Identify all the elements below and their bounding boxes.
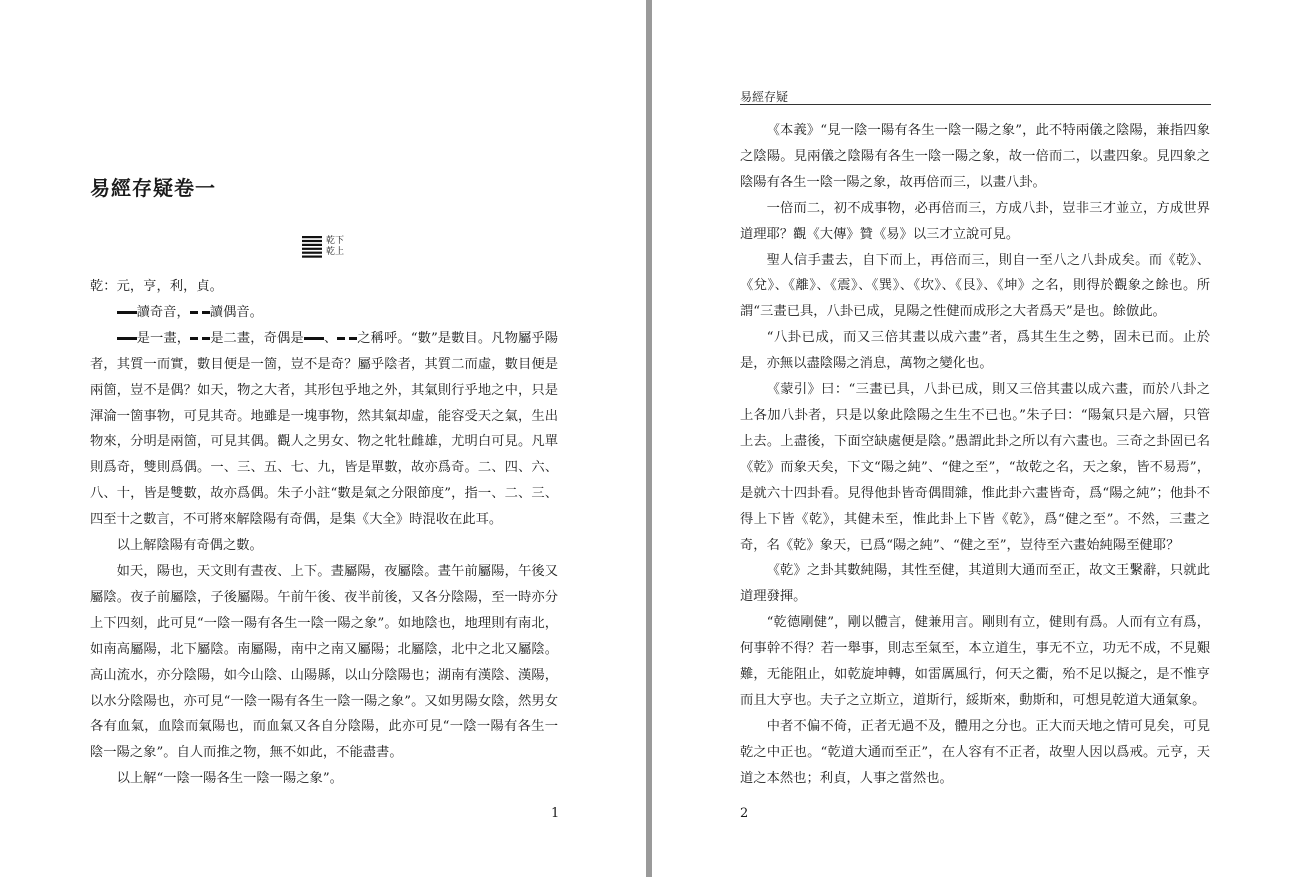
paragraph: 聖人信手畫去，自下而上，再倍而三，則自一至八之八卦成矣。而《乾》、《兌》、《離》、《震》、《巽》、《坎》、《艮》、《坤》之名，則得於觀象之餘也。所謂“三畫已具，八卦已成，見陽之性健而成形之大者爲天”是也。餘倣此。	[740, 252, 1210, 320]
left-body-text	[90, 274, 558, 792]
yin-line-icon	[190, 311, 210, 314]
yang-line-icon	[304, 337, 324, 340]
header-rule	[740, 104, 1211, 105]
page-number: 1	[551, 806, 560, 821]
paragraph: 《蒙引》曰：“三畫已具，八卦已成，則又三倍其畫以成六畫，而於八卦之上各加八卦者，只是以象此陰陽之生生不已也。”朱子曰：“陽氣只是六層，只管上去。上盡後，下面空缺處便是陰。”愚謂此卦之所以有六畫也。三奇之卦固已名《乾》而象天矣，下文“陽之純”、“健之至”，“故乾之名，天之象，皆不易焉”，是就六十四卦看。見得他卦皆奇偶間雜，惟此卦六畫皆奇，爲“陽之純”；他卦不得上下皆《乾》，其健未至，惟此卦上下皆《乾》，爲“健之至”。不然，三畫之奇，名《乾》象天，已爲“陽之純”、“健之至”，豈待至六畫始純陽至健耶？	[740, 382, 1210, 553]
paragraph: 以上解“一陰一陽各生一陰一陽之象”。	[116, 771, 343, 787]
paragraph: 中者不偏不倚，正者无過不及，體用之分也。正大而天地之情可見矣，可見乾之中正也。“乾道大通而至正”，在人容有不正者，故聖人因以爲戒。元亨，天道之本然也；利貞，人事之當然也。	[740, 718, 1210, 786]
yin-line-icon	[337, 337, 357, 340]
hexagram-label-lower: 乾下	[326, 236, 345, 246]
page-number: 2	[740, 806, 749, 821]
right-body-text	[740, 118, 1210, 792]
left-page	[0, 0, 646, 877]
paragraph: “八卦已成，而又三倍其畫以成六畫”者，爲其生生之勢，固未已而。止於是，亦無以盡陰陽之消息，萬物之變化也。	[740, 330, 1210, 372]
qian-hexagram-icon	[302, 236, 322, 258]
yin-line-icon	[190, 337, 210, 340]
paragraph: 《乾》之卦其數純陽，其性至健，其道則大通而至正，故文王繫辭，只就此道理發揮。	[740, 563, 1210, 605]
paragraph: 是一畫， 是二畫，奇偶是 、 之稱呼。“數”是數目。凡物屬乎陽者，其質一而實，數目便是一箇，豈不是奇？屬乎陰者，其質二而虛，數目便是兩箇，豈不是偶？如天，物之大者，其形包乎地之外，其氣則行乎地之中，只是渾淪一箇事物，可見其奇。地雖是一塊事物，然其氣却虛，能容受天之氣，生出物來，分明是兩箇，可見其偶。觀人之男女、物之牝牡雌雄，尤明白可見。凡單則爲奇，雙則爲偶。一、三、五、七、九，皆是單數，故亦爲奇。二、四、六、八、十，皆是雙數，故亦爲偶。朱子小註“數是氣之分限節度”，指一、二、三、四至十之數言，不可將來解陰陽有奇偶，是集《大全》時混收在此耳。	[90, 330, 559, 528]
paragraph: “乾德剛健”，剛以體言，健兼用言。剛則有立，健則有爲。人而有立有爲，何事幹不得？若一舉事，則志至氣至，本立道生，事无不立，功无不成，不見艱難，无能阻止，如乾旋坤轉，如雷厲風行，何天之衢，殆不足以擬之，是不惟亨而且大亨也。夫子之立斯立，道斯行，綏斯來，動斯和，可想見乾道大通氣象。	[740, 615, 1210, 708]
paragraph: 讀奇音， 讀偶音。	[90, 300, 558, 326]
paragraph: 一倍而二，初不成事物，必再倍而三，方成八卦，豈非三才並立，方成世界道理耶？觀《大傳》贊《易》以三才立說可見。	[740, 200, 1210, 242]
paragraph: 乾：元，亨，利，貞。	[90, 279, 223, 294]
paragraph: 《本義》“見一陰一陽有各生一陰一陽之象”，此不特兩儀之陰陽，兼指四象之陰陽。見兩儀之陰陽有各生一陰一陽之象，故一倍而二，以畫四象。見四象之陰陽有各生一陰一陽之象，故再倍而三，以畫八卦。	[740, 123, 1210, 190]
paragraph: 以上解陰陽有奇偶之數。	[116, 538, 263, 554]
hexagram-labels	[326, 236, 344, 258]
hexagram-label-upper: 乾上	[326, 247, 345, 257]
paragraph: 如天，陽也，天文則有晝夜、上下。晝屬陽，夜屬陰。晝午前屬陽，午後又屬陰。夜子前屬陰，子後屬陽。午前午後、夜半前後，又各分陰陽，至一時亦分上下四刻，此可見“一陰一陽有各生一陰一陽之象”。如地陰也，地理則有南北，如南高屬陽，北下屬陰。南屬陽，南中之南又屬陽；北屬陰，北中之北又屬陰。高山流水，亦分陰陽，如今山陰、山陽縣，以山分陰陽也；湖南有漢陰、漢陽，以水分陰陽也，亦可見“一陰一陽有各生一陰一陽之象”。又如男陽女陰，然男女各有血氣，血陰而氣陽也，而血氣又各自分陰陽，此亦可見“一陰一陽有各生一陰一陽之象”。自人而推之物，無不如此，不能盡書。	[90, 563, 558, 761]
running-header: 易經存疑	[740, 90, 789, 104]
right-page	[652, 0, 1300, 877]
yang-line-icon	[117, 311, 137, 314]
chapter-title: 易經存疑卷一	[90, 176, 216, 200]
yang-line-icon	[117, 337, 137, 340]
